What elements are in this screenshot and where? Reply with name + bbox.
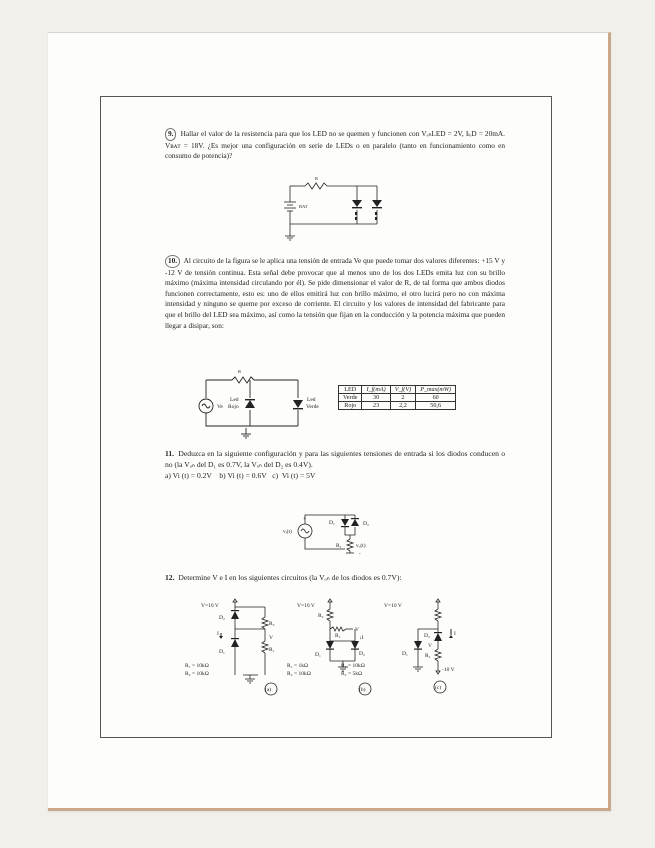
q10-led-rojo-2: Rojo	[228, 404, 239, 410]
q12a-vsrc: V=10 V	[201, 603, 219, 609]
q10-led-verde-2: Verde	[306, 404, 319, 410]
question-11	[165, 448, 505, 481]
table-row	[339, 394, 456, 402]
table-cell: 2	[390, 394, 416, 402]
q12b-tag: (b)	[359, 687, 366, 693]
q11-d1-label: D₁	[329, 520, 335, 526]
question-10-text: Al circuito de la figura se le aplica una tensión de entrada Ve que puede tomar dos valores diferentes: +15 V y -12 V de tensión continua. Esta señal debe provocar que al menos uno de los dos LEDs emita luz con su brillo máximo (máxima intensidad circulando por él). Se pide dimensionar el valor de R, de tal forma que ambos diodos funcionen correctamente, esto es: uno de ellos emitirá luz con brillo máximo, el otro lucirá pero no con máxima intensidad y ninguno se queme por exceso de corriente. El circuito y los valores de intensidad del fabricante para que el brillo del LED sea máximo, así como la tensión que fijan en la conducción y la potencia máxima que pueden llegar a disipar, son:	[165, 256, 505, 330]
table-header: V_f(V)	[390, 386, 416, 394]
q12c-i: I	[454, 631, 456, 637]
q12b-r1: R₁	[335, 633, 341, 639]
table-header: LED	[339, 386, 362, 394]
question-9-number: 9.	[165, 128, 176, 141]
question-11-cases: a) Vi (t) = 0.2V b) Vi (t) = 0.6V c) Vi (t) = 5V	[165, 471, 316, 480]
question-12-number: 12.	[165, 573, 175, 582]
q12a-d2: D₂	[219, 615, 225, 621]
q12b-v: V	[355, 627, 359, 633]
q12b-i: ↓I	[359, 635, 364, 641]
q12b-r2: R₂	[318, 613, 324, 619]
circuit-q12b	[285, 595, 390, 695]
question-12-text: Determine V e I en los siguientes circuitos (la Vₒₙ de los diodos es 0.7V):	[178, 573, 402, 582]
q12b-vsrc: V=10 V	[297, 603, 315, 609]
q12c-v: V	[428, 643, 432, 649]
table-header: P_max(mW)	[416, 386, 456, 394]
circuit-q12c	[380, 595, 480, 695]
q12b-val2: R₂ = 10kΩ	[287, 671, 311, 677]
circuit-q12a	[183, 595, 288, 695]
q9-r-label: R	[315, 176, 319, 181]
q12a-v: V	[269, 635, 273, 641]
table-cell: 23	[362, 402, 390, 410]
q12c-d2: D₂	[424, 633, 430, 639]
q12b-d1: D₁	[315, 652, 321, 658]
led-table	[338, 385, 456, 410]
q11-r1-label: R₁	[336, 543, 342, 549]
sheet-edge	[48, 808, 611, 811]
q12c-r1: R₁	[425, 653, 431, 659]
question-9	[165, 128, 505, 162]
q12c-vsrc: V=10 V	[384, 603, 402, 609]
table-cell: Verde	[339, 394, 362, 402]
q12a-r2: R₂	[269, 621, 275, 627]
table-cell: 50,6	[416, 402, 456, 410]
question-12	[165, 572, 545, 583]
q12a-tag: (a)	[265, 687, 272, 693]
question-10	[165, 255, 505, 331]
q11-vo-label: vₒ(t)	[356, 543, 366, 549]
question-10-number: 10.	[165, 255, 180, 268]
circuit-q11	[283, 505, 393, 565]
circuit-q9	[275, 172, 395, 244]
q12a-val1: R₁ = 10kΩ	[185, 663, 209, 669]
q10-led-verde-1: Led	[307, 397, 316, 403]
q10-led-rojo-1: Led	[230, 397, 239, 403]
q11-plus: +	[303, 517, 306, 522]
q10-r-label: R	[238, 369, 242, 374]
table-row	[339, 402, 456, 410]
q12b-val3: R₁ = 10kΩ	[341, 663, 365, 669]
q12a-i: I	[217, 631, 219, 637]
q12c-d1: D₁	[402, 651, 408, 657]
question-11-text: Deduzca en la siguiente configuración y para las siguientes tensiones de entrada si los diodos conducen o no (la Vₒₙ del D₁ es 0.7V, la Vₒₙ del D₂ es 0.4V).	[165, 449, 506, 469]
q12b-val4: R₂ = 5kΩ	[341, 671, 363, 677]
q10-ve-label: Ve	[217, 404, 223, 410]
table-cell: 30	[362, 394, 390, 402]
table-cell: 2,2	[390, 402, 416, 410]
q12c-tag: (c)	[435, 685, 442, 691]
question-11-number: 11.	[165, 449, 175, 458]
table-header: I_f(mA)	[362, 386, 390, 394]
q11-vi-label: vᵢ(t)	[283, 529, 292, 535]
table-cell: Rojo	[339, 402, 362, 410]
table-cell: 60	[416, 394, 456, 402]
q12c-vneg: -10 V	[442, 667, 455, 673]
question-9-text: Hallar el valor de la resistencia para que los LED no se quemen y funcionen con VₑₙLED = 2V, IₗₑD = 20mA. Vʙᴀᴛ = 18V. ¿Es mejor una configuración en serie de LEDs o en paralelo (tanto en funcionamiento como en consumo de potencia)?	[165, 129, 506, 161]
q12b-d2: D₂	[359, 651, 365, 657]
q12a-d1: D₁	[219, 649, 225, 655]
led-table-header	[339, 386, 456, 394]
q9-bat-label: BAT	[299, 204, 308, 209]
q11-minus: -	[359, 552, 361, 557]
q12b-val1: R₁ = 1kΩ	[287, 663, 309, 669]
circuit-q10	[194, 368, 334, 440]
q12a-val2: R₂ = 10kΩ	[185, 671, 209, 677]
q12a-r1: R₁	[269, 647, 275, 653]
q11-d2-label: D₂	[363, 521, 369, 527]
